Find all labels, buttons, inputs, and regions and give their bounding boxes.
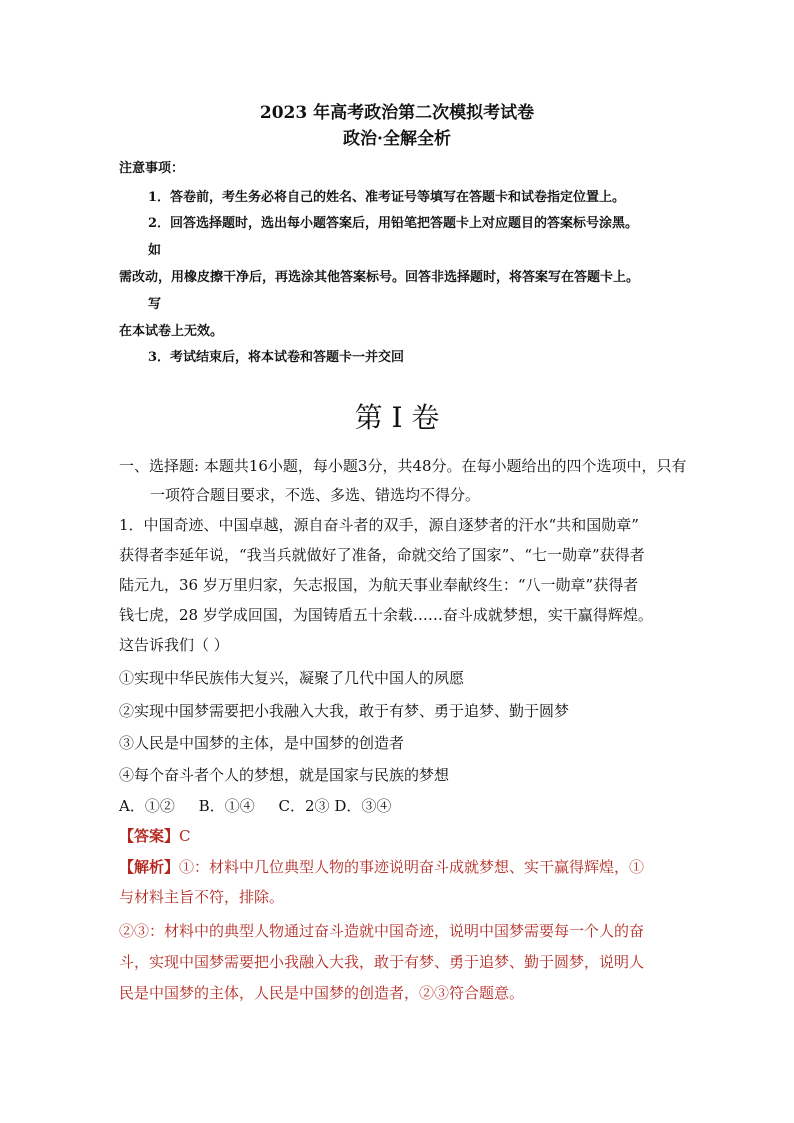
- analysis-text: ②③：材料中的典型人物通过奋斗造就中国奇迹，说明中国梦需要每一个人的奋: [119, 922, 645, 940]
- answer-value: C: [179, 827, 191, 845]
- question-stem-line: 1．中国奇迹、中国卓越，源自奋斗者的双手，源自逐梦者的汗水“共和国勋章”: [119, 516, 639, 534]
- notice-line: 3．考试结束后，将本试卷和答题卡一并交回: [148, 350, 405, 365]
- question-stem-line: 获得者李延年说，“我当兵就做好了准备，命就交给了国家”、“七一勋章”获得者: [119, 546, 645, 564]
- notice-line: 如: [148, 243, 162, 258]
- volume-title: 第 I 卷: [354, 401, 440, 434]
- question-option: ①实现中华民族伟大复兴，凝聚了几代中国人的夙愿: [119, 669, 465, 687]
- question-stem-line: 这告诉我们（ ）: [119, 636, 229, 654]
- analysis-tag: 【解析】: [119, 858, 180, 876]
- analysis-text: 与材料主旨不符，排除。: [119, 888, 285, 906]
- analysis-text: 民是中国梦的主体，人民是中国梦的创造者，②③符合题意。: [119, 984, 525, 1002]
- notice-line: 需改动，用橡皮擦干净后，再选涂其他答案标号。回答非选择题时，将答案写在答题卡上。: [119, 270, 640, 285]
- question-option: ③人民是中国梦的主体，是中国梦的创造者: [119, 734, 405, 752]
- exam-subtitle: 政治·全解全析: [343, 129, 451, 149]
- notice-line: 在本试卷上无效。: [119, 324, 224, 339]
- question-option: ④每个奋斗者个人的梦想，就是国家与民族的梦想: [119, 766, 450, 784]
- analysis-text: 斗，实现中国梦需要把小我融入大我，敢于有梦、勇于追梦、勤于圆梦，说明人: [119, 953, 645, 971]
- notice-line: 2．回答选择题时，选出每小题答案后，用铅笔把答题卡上对应题目的答案标号涂黑。: [148, 216, 639, 231]
- exam-title: 2023 年高考政治第二次模拟考试卷: [259, 103, 535, 123]
- notice-line: 1．答卷前，考生务必将自己的姓名、准考证号等填写在答题卡和试卷指定位置上。: [148, 190, 626, 205]
- question-stem-line: 陆元九，36 岁万里归家，矢志报国，为航天事业奉献终生：“八一勋章”获得者: [119, 576, 639, 594]
- analysis-line: [119, 856, 644, 877]
- notice-line: 写: [148, 297, 162, 312]
- answer-tag: 【答案】: [119, 827, 180, 845]
- analysis-text: ①：材料中几位典型人物的事迹说明奋斗成就梦想、实干赢得辉煌，①: [179, 858, 645, 876]
- answer-choices: A．①② B．①④ C．2③ D．③④: [119, 797, 392, 815]
- answer-line: [119, 825, 191, 846]
- section-instructions: 一、选择题: 本题共16小题，每小题3分，共48分。在每小题给出的四个选项中，只有: [119, 457, 687, 475]
- section-instructions: 一项符合题目要求，不选、多选、错选均不得分。: [150, 486, 481, 504]
- question-stem-line: 钱七虎，28 岁学成回国，为国铸盾五十余载……奋斗成就梦想，实干赢得辉煌。: [119, 606, 653, 624]
- question-option: ②实现中国梦需要把小我融入大我，敢于有梦、勇于追梦、勤于圆梦: [119, 702, 570, 720]
- notice-heading: 注意事项：: [119, 161, 185, 176]
